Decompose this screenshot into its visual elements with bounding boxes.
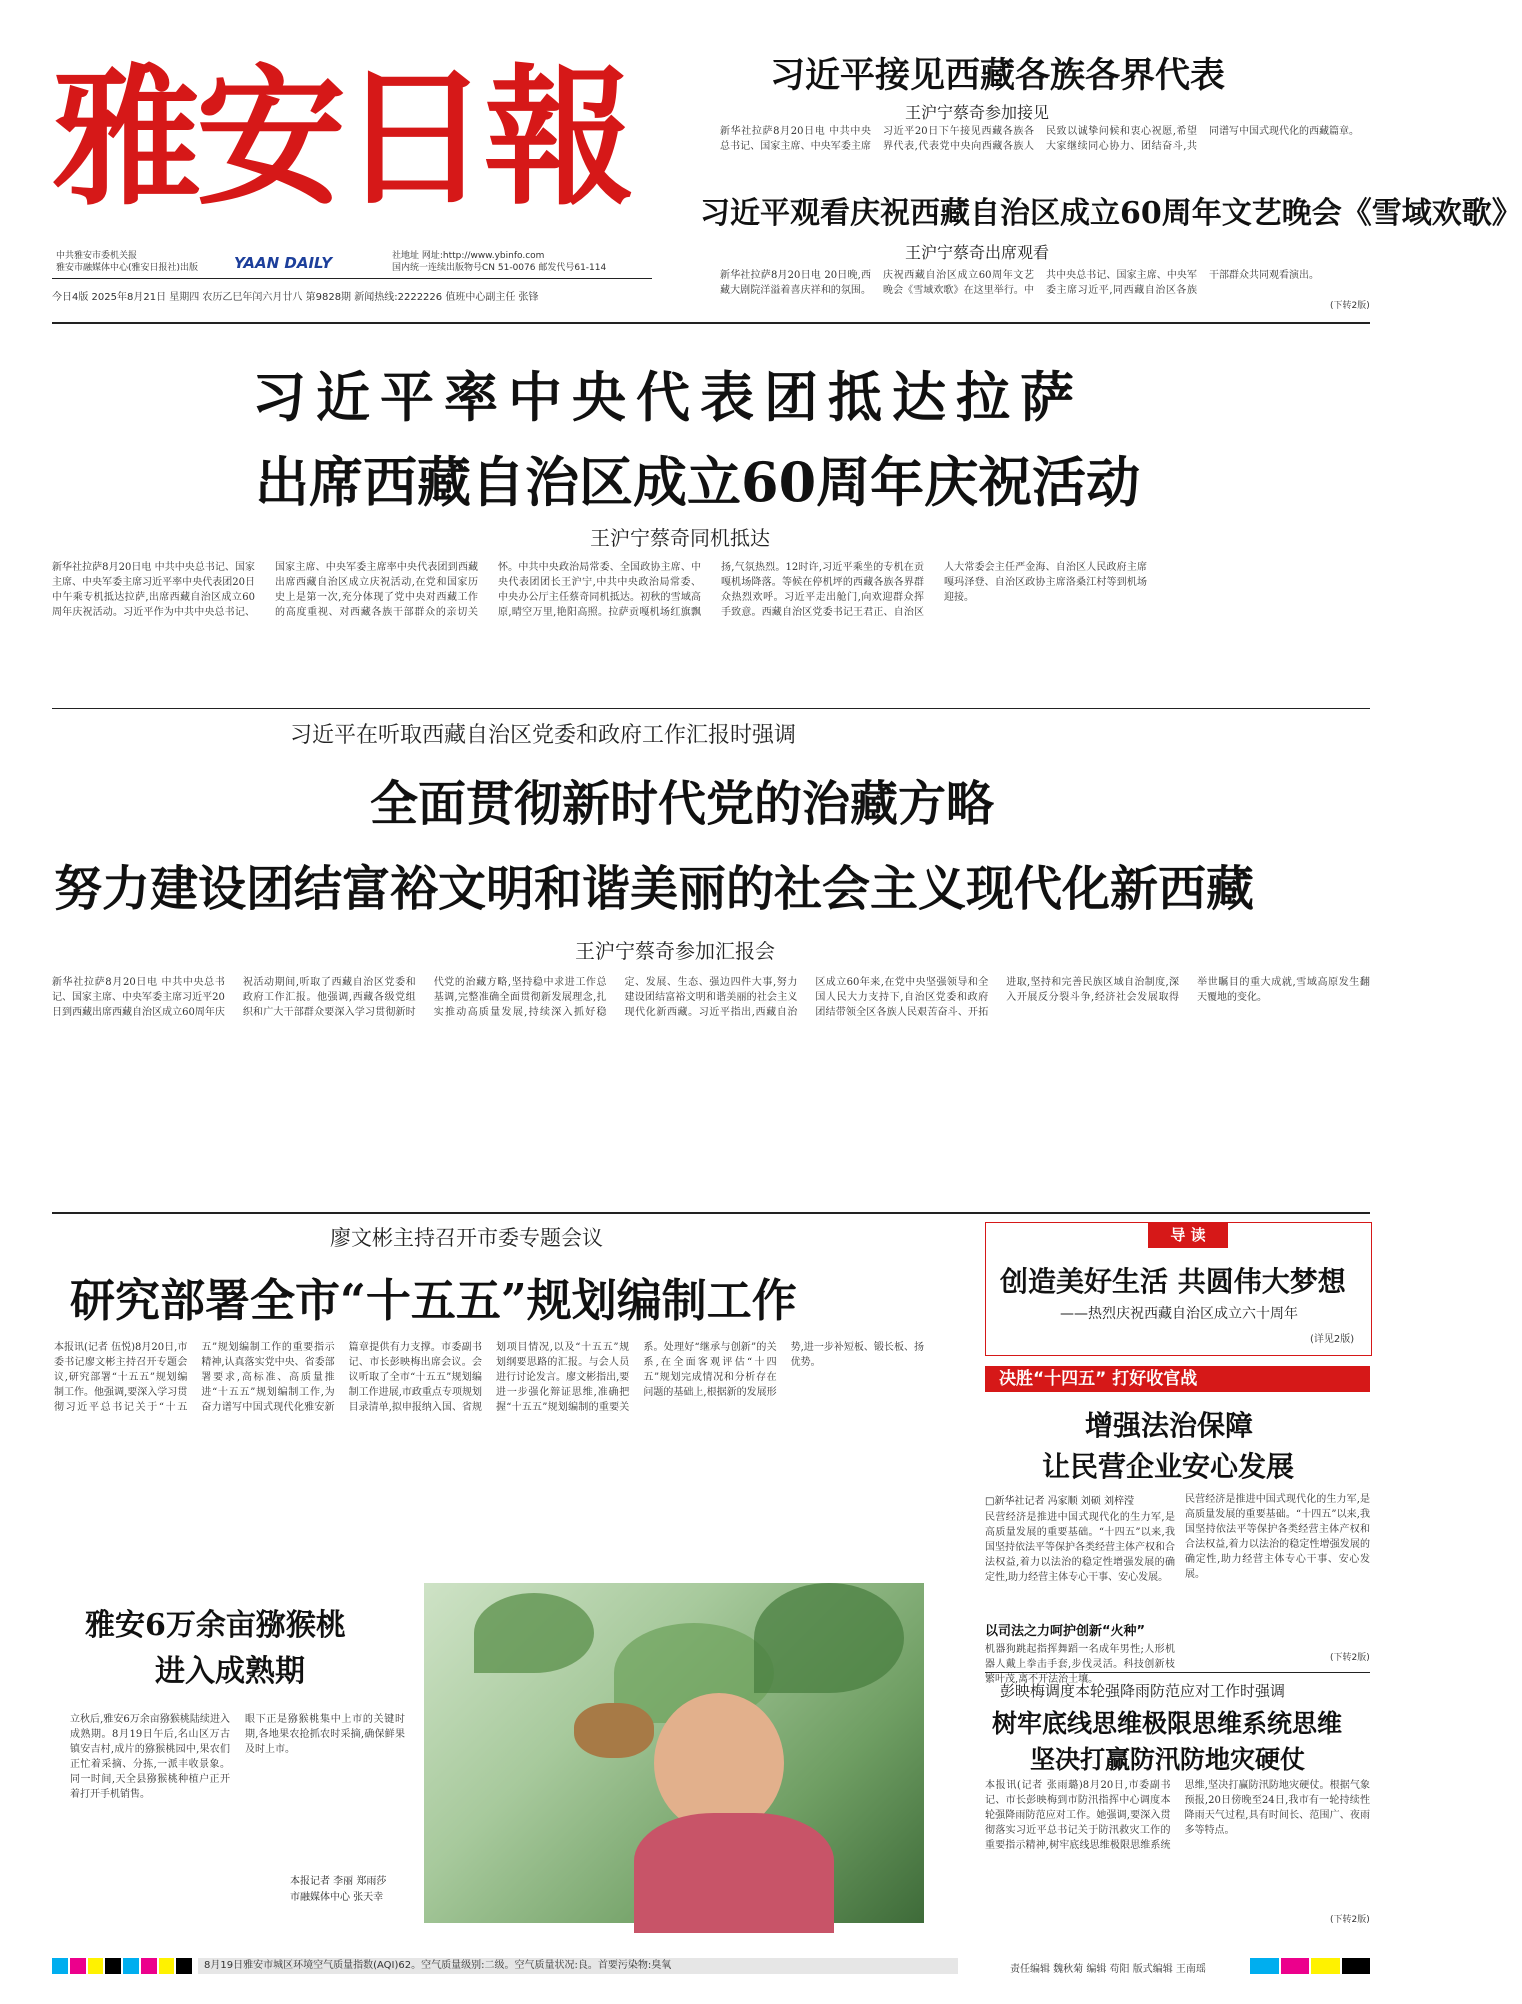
top-turn-label: (下转2版) [1330,301,1370,311]
color-swatch [70,1958,86,1974]
private-body: 民营经济是推进中国式现代化的生力军,是高质量发展的重要基础。“十四五”以来,我国坚持依法平等保护各类经营主体产权和合法权益,着力以法治的稳定性增强发展的确定性,助力经营主体专心干事、安心发展。 [985,1512,1175,1583]
flood-body: 本报讯(记者 张雨璐)8月20日,市委副书记、市长彭映梅到市防汛指挥中心调度本轮强降雨防范应对工作。她强调,要深入贯彻落实习近平总书记关于防汛救灾工作的重要指示精神,树牢底线思维极限思维系统思维,坚决打赢防汛防地灾硬仗。根据气象预报,20日傍晚至24日,我市有一轮持续性降雨天气过程,具有时间长、范围广、夜雨多等特点。 [985,1780,1370,1851]
air-quality-line: 8月19日雅安市城区环境空气质量指数(AQI)62。空气质量级别:二级。空气质量状况:良。首要污染物:臭氧 [198,1958,958,1974]
kiwi-body: 立秋后,雅安6万余亩猕猴桃陆续进入成熟期。8月19日午后,名山区万古镇安吉村,成片的猕猴桃园中,果农们正忙着采摘、分拣,一派丰收景象。同一时间,天全县猕猴桃种植户正开着打开手机销售。 [70,1714,230,1800]
color-bar-right [1250,1958,1370,1974]
kiwi-headline-line-2: 进入成熟期 [155,1654,305,1689]
private-banner: 决胜“十四五” 打好收官战 [985,1366,1370,1392]
contact-line-1: 社地址 网址:http://www.ybinfo.com [392,251,545,261]
top-body-1: 新华社拉萨8月20日电 中共中央总书记、国家主席、中央军委主席习近平20日下午接见西藏各族各界代表,代表党中央向西藏各族人民致以诚挚问候和衷心祝愿,希望大家继续同心协力、团结奋斗,共同谱写中国式现代化的西藏篇章。 [720,126,1359,152]
guide-subtitle: ——热烈庆祝西藏自治区成立六十周年 [1060,1306,1298,1322]
kiwi-credit-1: 本报记者 李丽 郑雨莎 [290,1876,387,1887]
editor-credits: 责任编辑 魏秋菊 编辑 苟阳 版式编辑 王南瑶 [1010,1964,1206,1975]
org-line-2: 雅安市融媒体中心(雅安日报社)出版 [56,263,199,273]
photo-leaf [474,1593,594,1673]
meeting-kicker: 廖文彬主持召开市委专题会议 [330,1226,603,1250]
private-headline-line-2: 让民营企业安心发展 [1042,1450,1295,1483]
color-swatch [52,1958,68,1974]
masthead-rule [52,278,652,279]
org-line-1: 中共雅安市委机关报 [56,251,138,261]
masthead-contact [392,250,606,274]
top-headline-1: 习近平接见西藏各族各界代表 [770,55,1226,96]
color-swatch [159,1958,175,1974]
top-subhead-1: 王沪宁蔡奇参加接见 [905,103,1050,122]
kiwi-credit-2: 市融媒体中心 张天幸 [290,1892,384,1903]
masthead-logo: 雅安日報 [52,50,629,226]
color-swatch [1250,1958,1279,1974]
farmer-face [654,1693,784,1833]
color-swatch [1342,1958,1371,1974]
top-headline-2: 习近平观看庆祝西藏自治区成立60周年文艺晚会《雪域欢歌》 [700,196,1522,231]
second-subhead: 王沪宁蔡奇参加汇报会 [575,939,775,963]
flood-headline-line-1: 树牢底线思维极限思维系统思维 [992,1709,1343,1738]
second-headline-line-2: 努力建设团结富裕文明和谐美丽的社会主义现代化新西藏 [54,861,1255,917]
color-swatch [123,1958,139,1974]
meeting-body: 本报讯(记者 伍悦)8月20日,市委书记廖文彬主持召开专题会议,研究部署“十五五”规划编制工作。他强调,要深入学习贯彻习近平总书记关于“十五五”规划编制工作的重要指示精神,认真落实党中央、省委部署要求,高标准、高质量推进“十五五”规划编制工作,为奋力谱写中国式现代化雅安新篇章提供有力支撑。市委副书记、市长彭映梅出席会议。会议听取了全市“十五五”规划编制工作进展,市政重点专项规划目录清单,拟申报纳入国、省规划项目情况,以及“十五五”规划纲要思路的汇报。与会人员进行讨论发言。廖文彬指出,要进一步强化辩证思维,准确把握“十五五”规划编制的重要关系。处理好“继承与创新”的关系,在全面客观评估“十四五”规划完成情况和分析存在问题的基础上,根据新的发展形势,进一步补短板、锻长板、扬优势。 [54,1342,924,1413]
color-swatch [1281,1958,1310,1974]
guide-turn-label: (详见2版) [1310,1334,1355,1345]
guide-label: 导 读 [1148,1222,1228,1248]
masthead-org [56,250,198,274]
private-turn-label: (下转2版) [1330,1653,1370,1663]
flood-top-rule [985,1672,1370,1673]
top-subhead-2: 王沪宁蔡奇出席观看 [905,243,1050,262]
flood-kicker: 彭映梅调度本轮强降雨防范应对工作时强调 [1000,1682,1286,1700]
photo-leaf [754,1583,904,1693]
second-kicker: 习近平在听取西藏自治区党委和政府工作汇报时强调 [290,723,797,748]
section-rule-2 [52,708,1370,709]
farmer-shirt [634,1813,834,1933]
kiwi-body-2: 眼下正是猕猴桃集中上市的关键时期,各地果农抢抓农时采摘,确保鲜果及时上市。 [245,1714,405,1755]
kiwi-fruit [574,1703,654,1758]
private-body-right: 民营经济是推进中国式现代化的生力军,是高质量发展的重要基础。“十四五”以来,我国坚持依法平等保护各类经营主体产权和合法权益,着力以法治的稳定性增强发展的确定性,助力经营主体专心干事、安心发展。 [1185,1494,1370,1580]
color-swatch [141,1958,157,1974]
date-line: 今日4版 2025年8月21日 星期四 农历乙巳年闰六月廿八 第9828期 新闻热线:2222226 值班中心副主任 张锋 [52,292,539,303]
private-byline: □新华社记者 冯家顺 刘硕 刘梓滢 [985,1496,1134,1507]
meeting-headline: 研究部署全市“十五五”规划编制工作 [70,1274,797,1327]
flood-turn-label: (下转2版) [1330,1915,1370,1925]
lead-headline-line-1: 习近平率中央代表团抵达拉萨 [252,365,1084,429]
private-quote: 以司法之力呵护创新“火种” [985,1624,1146,1639]
lead-headline-line-2: 出席西藏自治区成立60周年庆祝活动 [255,450,1141,514]
section-rule-1 [52,322,1370,324]
flood-headline-line-2: 坚决打赢防汛防地灾硬仗 [1030,1745,1306,1774]
color-swatch [176,1958,192,1974]
lead-subhead: 王沪宁蔡奇同机抵达 [590,526,770,550]
color-swatch [1311,1958,1340,1974]
kiwi-headline-line-1: 雅安6万余亩猕猴桃 [85,1608,346,1643]
guide-headline[interactable]: 创造美好生活 共圆伟大梦想 [1000,1265,1346,1298]
color-swatch [88,1958,104,1974]
lead-body: 新华社拉萨8月20日电 中共中央总书记、国家主席、中央军委主席习近平率中央代表团20日中午乘专机抵达拉萨,出席西藏自治区成立60周年庆祝活动。习近平作为中共中央总书记、国家主席、中央军委主席率中央代表团到西藏出席西藏自治区成立庆祝活动,在党和国家历史上是第一次,充分体现了党中央对西藏工作的高度重视、对西藏各族干部群众的亲切关怀。中共中央政治局常委、全国政协主席、中央代表团团长王沪宁,中共中央政治局常委、中央办公厅主任蔡奇同机抵达。初秋的雪域高原,晴空万里,艳阳高照。拉萨贡嘎机场红旗飘扬,气氛热烈。12时许,习近平乘坐的专机在贡嘎机场降落。等候在停机坪的西藏各族各界群众热烈欢呼。习近平走出舱门,向欢迎群众挥手致意。西藏自治区党委书记王君正、自治区人大常委会主任严金海、自治区人民政府主席嘎玛泽登、自治区政协主席洛桑江村等到机场迎接。 [52,562,1147,618]
contact-line-2: 国内统一连续出版物号CN 51-0076 邮发代号61-114 [392,263,607,273]
second-body: 新华社拉萨8月20日电 中共中央总书记、国家主席、中央军委主席习近平20日到西藏出席西藏自治区成立60周年庆祝活动期间,听取了西藏自治区党委和政府工作汇报。他强调,西藏各级党组织和广大干部群众要深入学习贯彻新时代党的治藏方略,坚持稳中求进工作总基调,完整准确全面贯彻新发展理念,扎实推动高质量发展,持续深入抓好稳定、发展、生态、强边四件大事,努力建设团结富裕文明和谐美丽的社会主义现代化新西藏。习近平指出,西藏自治区成立60年来,在党中央坚强领导和全国人民大力支持下,自治区党委和政府团结带领全区各族人民艰苦奋斗、开拓进取,坚持和完善民族区域自治制度,深入开展反分裂斗争,经济社会发展取得举世瞩目的重大成就,雪域高原发生翻天覆地的变化。 [52,977,1370,1018]
english-title: YAAN DAILY [234,254,333,272]
color-bar [52,1958,192,1974]
second-headline-line-1: 全面贯彻新时代党的治藏方略 [370,776,995,832]
color-swatch [105,1958,121,1974]
private-body-2: 机器狗跳起指挥舞蹈一名成年男性;人形机器人戴上拳击手套,步伐灵活。科技创新枝繁叶茂,离不开法治土壤。 [985,1644,1175,1685]
section-rule-3 [52,1212,1370,1214]
top-body-2: 新华社拉萨8月20日电 20日晚,西藏大剧院洋溢着喜庆祥和的氛围。庆祝西藏自治区成立60周年文艺晚会《雪域欢歌》在这里举行。中共中央总书记、国家主席、中央军委主席习近平,同西藏自治区各族干部群众共同观看演出。 [720,270,1319,296]
private-headline-line-1: 增强法治保障 [1085,1409,1254,1442]
